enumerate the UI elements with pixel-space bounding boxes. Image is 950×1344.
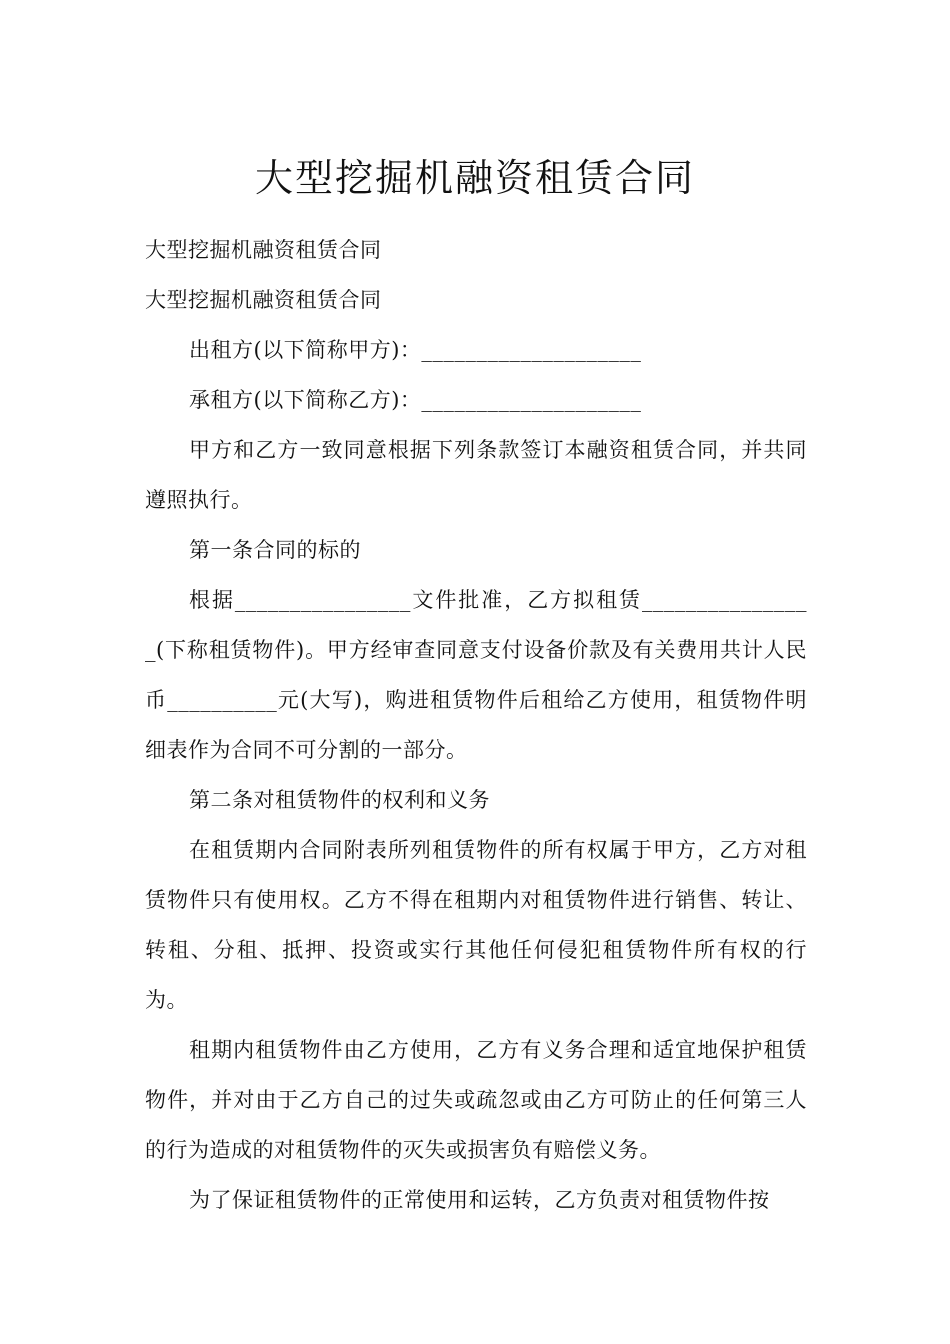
document-body [145,225,807,1225]
article-2-paragraph-1: 在租赁期内合同附表所列租赁物件的所有权属于甲方，乙方对租赁物件只有使用权。乙方不得在租期内对租赁物件进行销售、转让、转租、分租、抵押、投资或实行其他任何侵犯租赁物件所有权的行为。 [145,838,807,1012]
heading-repeat-2: 大型挖掘机融资租赁合同 [145,288,382,312]
article-1-paragraph: 根据________________文件批准，乙方拟租赁_______________ _(下称租赁物件)。甲方经审查同意支付设备价款及有关费用共计人民币__________元(大写)，购进租赁物件后租给乙方使用，租赁物件明细表作为合同不可分割的一部分。 [145,588,807,762]
article-2-heading: 第二条对租赁物件的权利和义务 [189,788,490,812]
heading-repeat-1: 大型挖掘机融资租赁合同 [145,238,382,262]
document-title: 大型挖掘机融资租赁合同 [254,156,695,201]
article-2-paragraph-3: 为了保证租赁物件的正常使用和运转，乙方负责对租赁物件按 [189,1188,770,1212]
lessor-line: 出租方(以下简称甲方)：____________________ [189,338,642,362]
article-2-paragraph-2: 租期内租赁物件由乙方使用，乙方有义务合理和适宜地保护租赁物件，并对由于乙方自己的过失或疏忽或由乙方可防止的任何第三人的行为造成的对租赁物件的灭失或损害负有赔偿义务。 [145,1038,807,1162]
lessee-line: 承租方(以下简称乙方)：____________________ [189,388,642,412]
article-1-heading: 第一条合同的标的 [189,538,361,562]
agreement-intro: 甲方和乙方一致同意根据下列条款签订本融资租赁合同，并共同遵照执行。 [145,438,807,512]
